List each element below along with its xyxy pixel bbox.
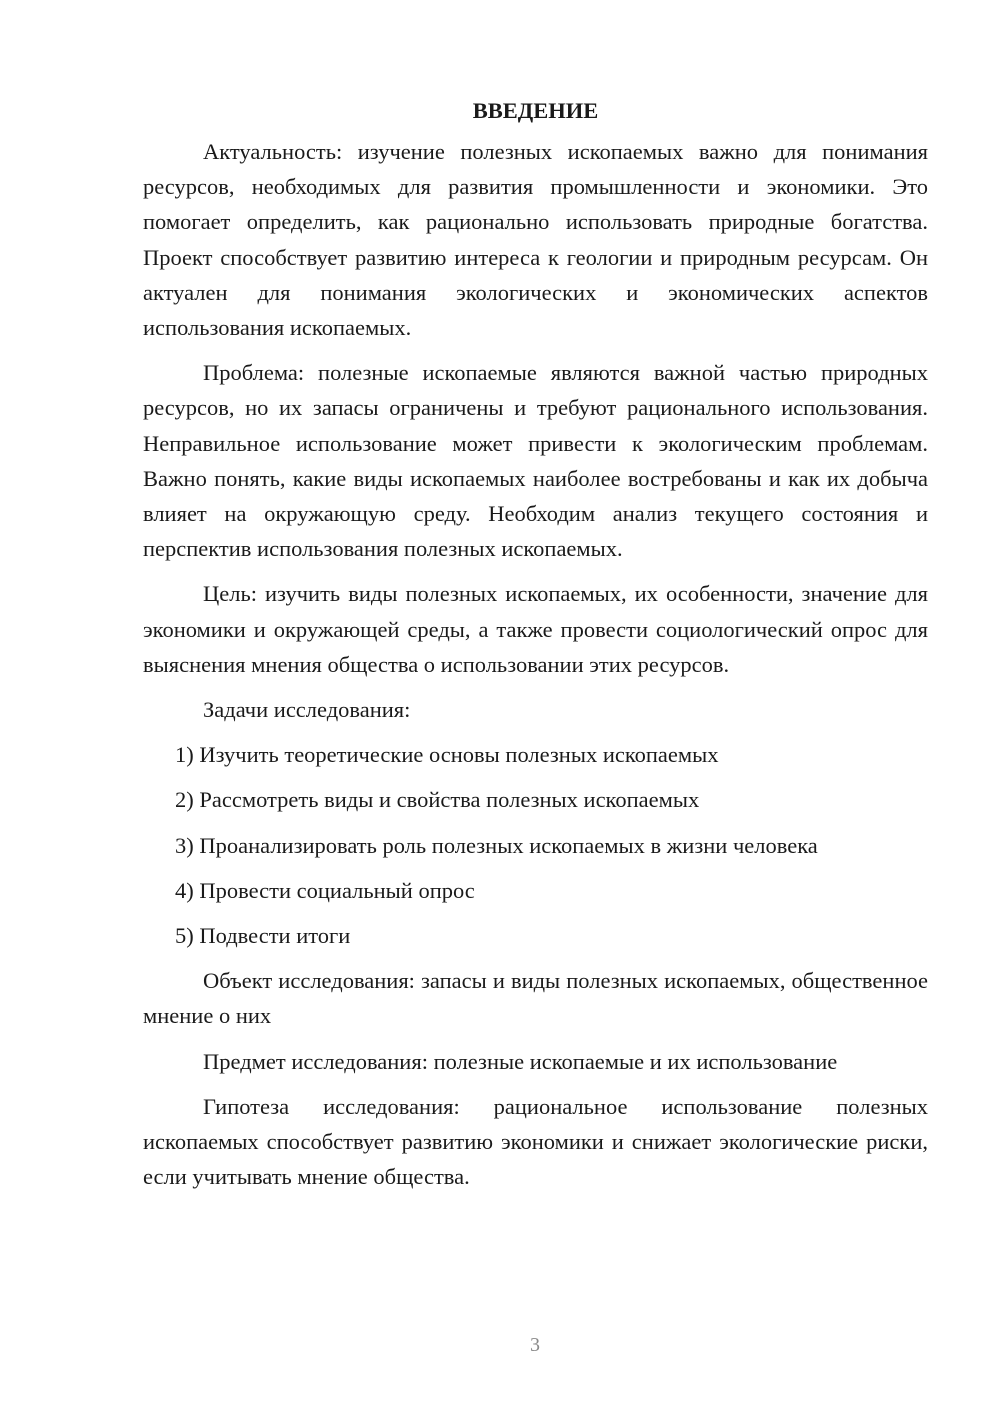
tasks-list: [143, 737, 928, 953]
subject-paragraph: Предмет исследования: полезные ископаемые и их использование: [203, 1048, 838, 1074]
relevance-paragraph: Актуальность: изучение полезных ископаемых важно для понимания ресурсов, необходимых для развития промышленности и экономики. Это помогает определить, как рационально использовать природные богатства. Проект способствует развитию интереса к геологии и природным ресурсам. Он актуален для понимания экологических и экономических аспектов использования ископаемых.: [143, 139, 928, 341]
task-item-1: 1) Изучить теоретические основы полезных ископаемых: [175, 742, 719, 768]
hypothesis-paragraph: Гипотеза исследования: рациональное использование полезных ископаемых способствует развитию экономики и снижает экологические риски, если учитывать мнение общества.: [143, 1093, 928, 1190]
tasks-heading: Задачи исследования:: [203, 697, 411, 723]
object-paragraph: Объект исследования: запасы и виды полезных ископаемых, общественное мнение о них: [143, 968, 928, 1029]
page-title: ВВЕДЕНИЕ: [472, 98, 599, 123]
goal-paragraph: Цель: изучить виды полезных ископаемых, их особенности, значение для экономики и окружающей среды, а также провести социологический опрос для выяснения мнения общества о использовании этих ресурсов.: [143, 581, 928, 677]
problem-paragraph: Проблема: полезные ископаемые являются важной частью природных ресурсов, но их запасы ограничены и требуют рационального использования. Неправильное использование может привести к экологическим проблемам. Важно понять, какие виды ископаемых наиболее востребованы и как их добыча влияет на окружающую среду. Необходим анализ текущего состояния и перспектив использования полезных ископаемых.: [143, 360, 928, 562]
task-item-5: 5) Подвести итоги: [175, 923, 351, 949]
page-number: 3: [530, 1334, 540, 1356]
page-content: [143, 93, 928, 1204]
task-item-4: 4) Провести социальный опрос: [175, 877, 475, 903]
task-item-2: 2) Рассмотреть виды и свойства полезных ископаемых: [175, 787, 700, 813]
task-item-3: 3) Проанализировать роль полезных ископаемых в жизни человека: [175, 832, 818, 858]
